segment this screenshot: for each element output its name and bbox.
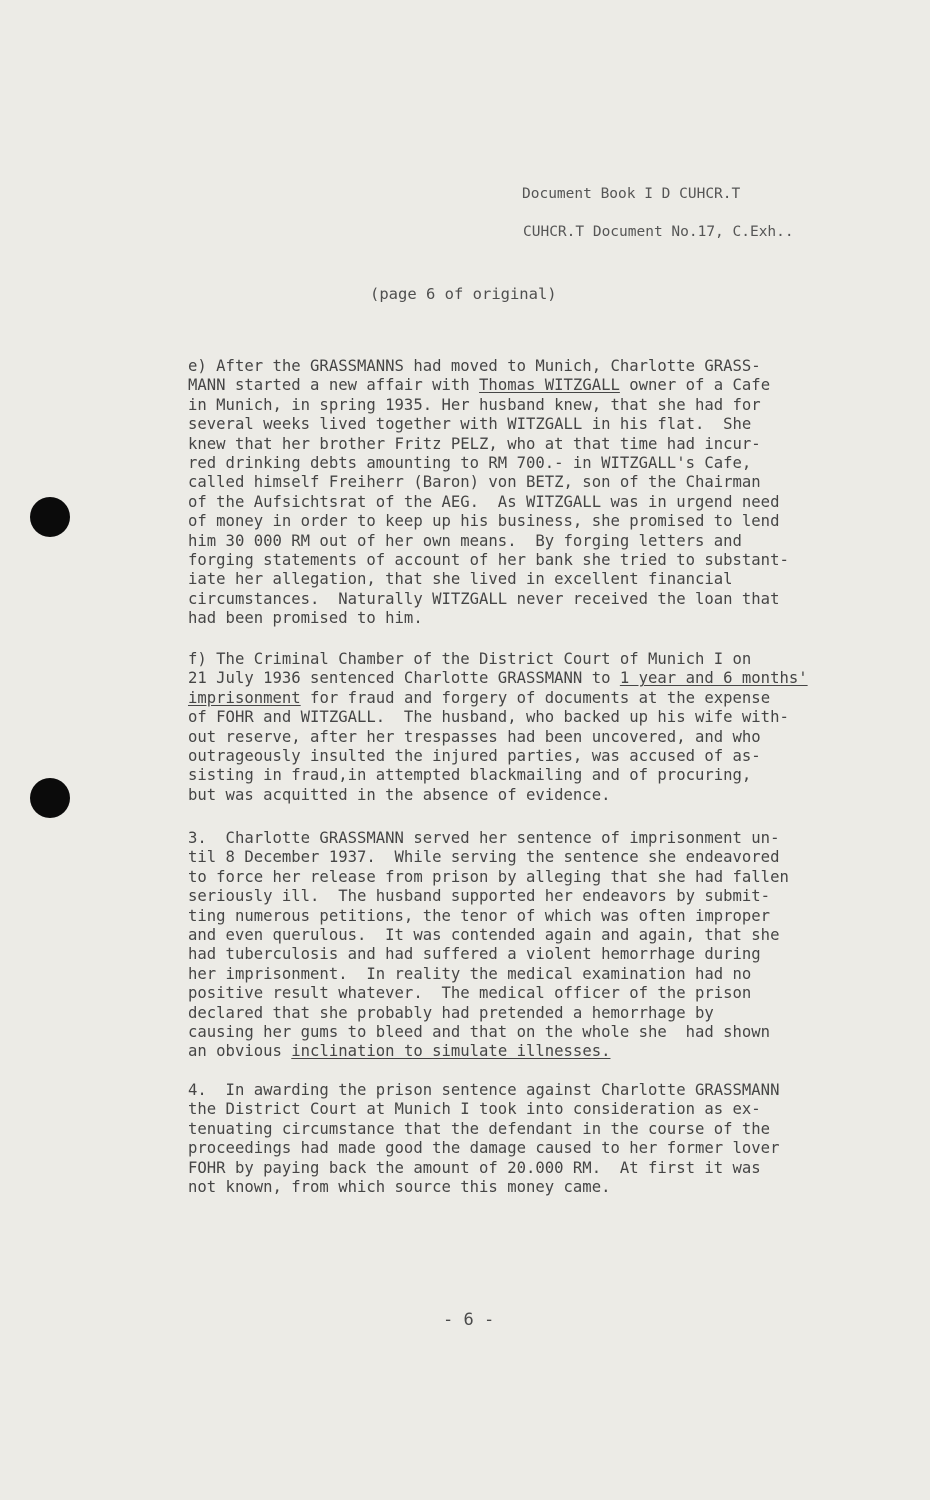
text-line: in Munich, in spring 1935. Her husband knew, that she had for bbox=[188, 395, 761, 414]
underlined-text: 1 year and 6 months' bbox=[619, 669, 808, 688]
text-line: proceedings had made good the damage caused to her former lover bbox=[188, 1139, 780, 1158]
punch-hole-top bbox=[30, 497, 70, 537]
text-line: declared that she probably had pretended a hemorrhage by bbox=[188, 1003, 714, 1022]
text-line: circumstances. Naturally WITZGALL never received the loan that bbox=[188, 589, 780, 608]
text-line: had tuberculosis and had suffered a violent hemorrhage during bbox=[188, 945, 761, 964]
text-line: owner of a Cafe bbox=[619, 376, 771, 395]
text-line: iate her allegation, that she lived in excellent financial bbox=[188, 570, 733, 589]
text-line: MANN started a new affair with bbox=[188, 376, 480, 395]
punch-hole-bottom bbox=[30, 778, 70, 818]
text-line: but was acquitted in the absence of evidence. bbox=[188, 785, 611, 804]
text-line: 3. Charlotte GRASSMANN served her sentence of imprisonment un- bbox=[188, 829, 780, 847]
paragraph-e bbox=[188, 357, 818, 629]
text-line: forging statements of account of her bank she tried to substant- bbox=[188, 551, 789, 570]
page-number: - 6 - bbox=[443, 1310, 495, 1330]
page-of-original: (page 6 of original) bbox=[370, 285, 557, 303]
text-line: out reserve, after her trespasses had been uncovered, and who bbox=[188, 727, 761, 746]
text-line: outrageously insulted the injured parties, was accused of as- bbox=[188, 747, 761, 766]
text-line: tenuating circumstance that the defendant in the course of the bbox=[188, 1119, 771, 1138]
header-document-number: CUHCR.T Document No.17, C.Exh.. bbox=[523, 224, 794, 240]
text-line: f) The Criminal Chamber of the District Court of Munich I on bbox=[188, 650, 752, 668]
text-line: 4. In awarding the prison sentence against Charlotte GRASSMANN bbox=[188, 1081, 780, 1099]
text-line: called himself Freiherr (Baron) von BETZ, son of the Chairman bbox=[188, 473, 761, 492]
text-line: had been promised to him. bbox=[188, 609, 423, 628]
underlined-text: Thomas WITZGALL bbox=[479, 376, 620, 395]
paragraph-3 bbox=[188, 829, 818, 1062]
text-line: and even querulous. It was contended again and again, that she bbox=[188, 926, 780, 945]
text-line: causing her gums to bleed and that on the whole she had shown bbox=[188, 1023, 771, 1042]
underlined-text: imprisonment bbox=[188, 688, 301, 707]
text-line: of the Aufsichtsrat of the AEG. As WITZGALL was in urgend need bbox=[188, 492, 780, 511]
underlined-text: inclination to simulate illnesses. bbox=[291, 1042, 611, 1061]
text-line: the District Court at Munich I took into consideration as ex- bbox=[188, 1100, 761, 1119]
text-line: red drinking debts amounting to RM 700.- in WITZGALL's Cafe, bbox=[188, 454, 752, 473]
text-line: sisting in fraud,in attempted blackmailing and of procuring, bbox=[188, 766, 752, 785]
text-line: him 30 000 RM out of her own means. By forging letters and bbox=[188, 531, 742, 550]
text-line: an obvious bbox=[188, 1042, 292, 1061]
text-line: FOHR by paying back the amount of 20.000 RM. At first it was bbox=[188, 1158, 761, 1177]
text-line: positive result whatever. The medical officer of the prison bbox=[188, 984, 752, 1003]
text-line: of money in order to keep up his business, she promised to lend bbox=[188, 512, 780, 531]
text-line: of FOHR and WITZGALL. The husband, who backed up his wife with- bbox=[188, 708, 789, 727]
header-document-book: Document Book I D CUHCR.T bbox=[522, 186, 741, 202]
text-line: til 8 December 1937. While serving the sentence she endeavored bbox=[188, 848, 780, 867]
text-line: 21 July 1936 sentenced Charlotte GRASSMANN to bbox=[188, 669, 620, 688]
text-line: e) After the GRASSMANNS had moved to Munich, Charlotte GRASS- bbox=[188, 357, 761, 375]
text-line: seriously ill. The husband supported her endeavors by submit- bbox=[188, 887, 771, 906]
text-line: ting numerous petitions, the tenor of which was often improper bbox=[188, 906, 771, 925]
text-line: for fraud and forgery of documents at the expense bbox=[300, 688, 771, 707]
paragraph-f bbox=[188, 650, 818, 805]
paragraph-4 bbox=[188, 1081, 818, 1197]
text-line: her imprisonment. In reality the medical examination had no bbox=[188, 964, 752, 983]
text-line: to force her release from prison by alleging that she had fallen bbox=[188, 867, 789, 886]
text-line: several weeks lived together with WITZGALL in his flat. She bbox=[188, 415, 752, 434]
text-line: knew that her brother Fritz PELZ, who at that time had incur- bbox=[188, 434, 761, 453]
text-line: not known, from which source this money came. bbox=[188, 1178, 611, 1197]
